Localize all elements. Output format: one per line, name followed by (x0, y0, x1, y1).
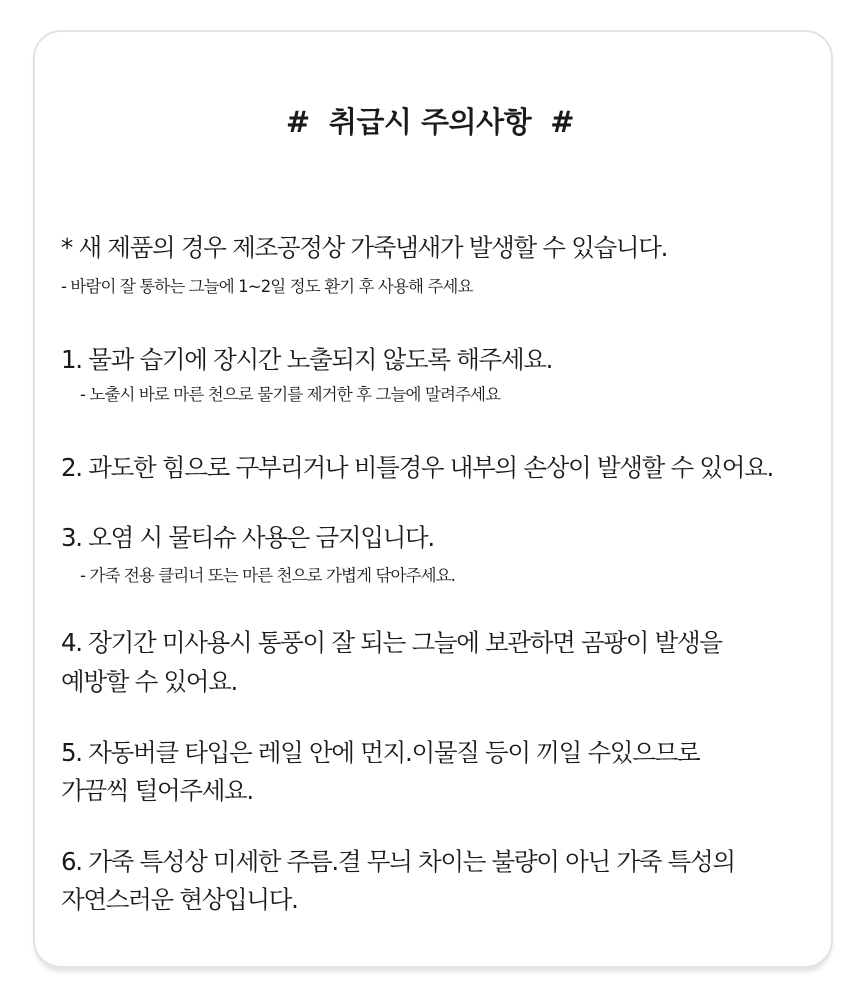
item-4-text-line-2: 예방할 수 있어요. (61, 667, 238, 696)
item-2-text: 2. 과도한 힘으로 구부리거나 비틀경우 내부의 손상이 발생할 수 있어요. (61, 453, 773, 482)
page-title: # 취급시 주의사항 # (285, 105, 575, 139)
item-6-text-line-2: 자연스러운 현상입니다. (61, 885, 298, 914)
notice-sub-text: - 바람이 잘 통하는 그늘에 1~2일 정도 환기 후 사용해 주세요 (61, 277, 473, 296)
item-5-text-line-1: 5. 자동버클 타입은 레일 안에 먼지.이물질 등이 끼일 수있으므로 (61, 738, 700, 767)
item-3-sub-text: - 가죽 전용 클리너 또는 마른 천으로 가볍게 닦아주세요. (80, 566, 456, 585)
notice-main-text: * 새 제품의 경우 제조공정상 가죽냄새가 발생할 수 있습니다. (61, 233, 668, 262)
item-5-text-line-2: 가끔씩 털어주세요. (61, 776, 253, 805)
notice-card (33, 30, 833, 968)
item-3-text: 3. 오염 시 물티슈 사용은 금지입니다. (61, 523, 434, 552)
item-1-text: 1. 물과 습기에 장시간 노출되지 않도록 해주세요. (61, 345, 553, 374)
item-1-sub-text: - 노출시 바로 마른 천으로 물기를 제거한 후 그늘에 말려주세요 (80, 385, 501, 404)
item-6-text-line-1: 6. 가죽 특성상 미세한 주름.결 무늬 차이는 불량이 아닌 가죽 특성의 (61, 847, 735, 876)
item-4-text-line-1: 4. 장기간 미사용시 통풍이 잘 되는 그늘에 보관하면 곰팡이 발생을 (61, 628, 722, 657)
